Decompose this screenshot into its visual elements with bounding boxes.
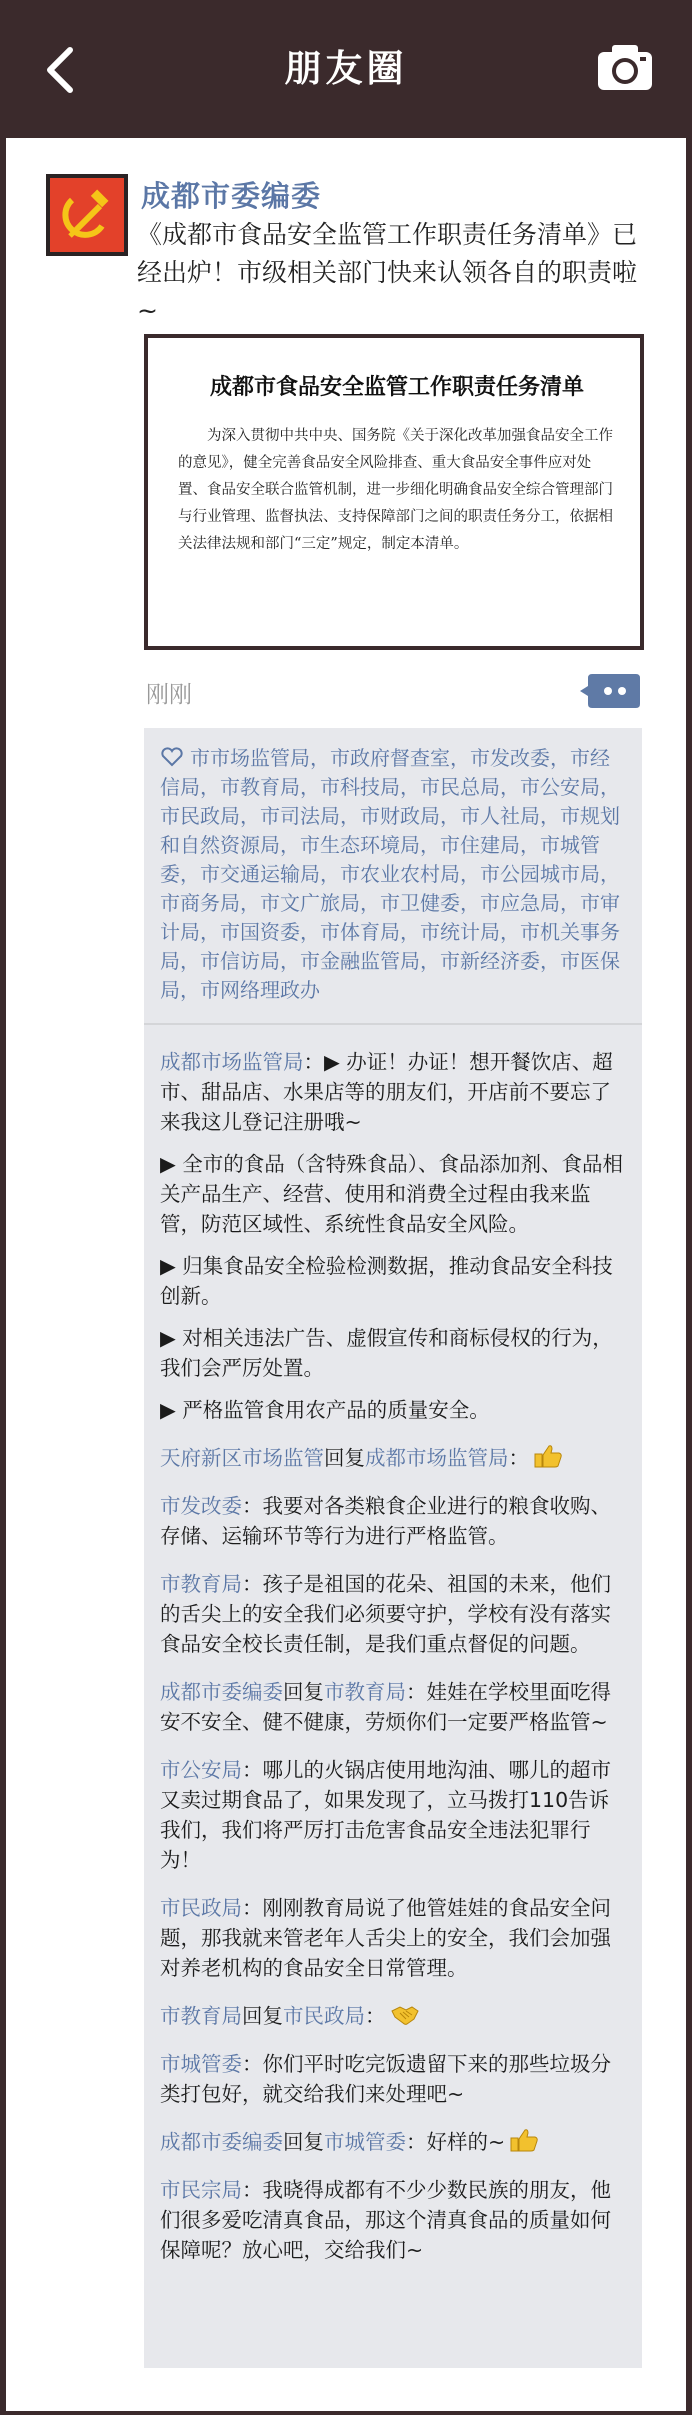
comment[interactable]: 成都市委编委回复市教育局：娃娃在学校里面吃得安不安全、健不健康，劳烦你们一定要严格监管~ (160, 1680, 611, 1734)
comment[interactable]: 市发改委：我要对各类粮食企业进行的粮食收购、存储、运输环节等行为进行严格监管。 (160, 1494, 611, 1548)
likes-names[interactable]: 市市场监管局，市政府督查室，市发改委，市经信局，市教育局，市科技局，市民总局，市公安局，市民政局，市司法局，市财政局，市人社局，市规划和自然资源局，市生态环境局，市住建局，市城管委，市交通运输局，市农业农村局，市公园城市局，市商务局，市文广旅局，市卫健委，市应急局，市审计局，市国资委，市体育局，市统计局，市机关事务局，市信访局，市金融监管局，市新经济委，市医保局，市网络理政办 (160, 746, 620, 1002)
comment[interactable]: 市教育局回复市民政局： (160, 2001, 626, 2031)
post-time: 刚刚 (146, 682, 192, 708)
comment-author[interactable]: 市教育局 (160, 2004, 242, 2028)
hammer-sickle-icon (50, 178, 124, 252)
comments-list (144, 1025, 642, 2265)
comment-text: 好样的~ (426, 2130, 506, 2154)
comment-author[interactable]: 市公安局 (160, 1758, 242, 1782)
thumbs-up-icon (509, 2127, 539, 2153)
doc-title: 成都市食品安全监管工作职责任务清单 (209, 374, 584, 400)
comment[interactable]: 成都市场监管局：▶ 办证！办证！想开餐饮店、超市、甜品店、水果店等的朋友们，开店前不要忘了来我这儿登记注册哦~ ▶ 全市的食品（含特殊食品）、食品添加剂、食品相关产品生产、经营、使用和消费全过程由我来监管，防范区域性、系统性食品安全风险。 ▶ 归集食品安全检验检测数据，推动食品安全科技创新。 ▶ 对相关违法广告、虚假宣传和商标侵权的行为，我们会严厉处置。 ▶ 严格监管食用农产品的质量安全。 (160, 1047, 626, 1425)
moment-card (6, 138, 686, 2411)
post-author[interactable]: 成都市委编委 (141, 179, 322, 213)
top-bar (0, 0, 692, 138)
comment[interactable]: 市民政局：刚刚教育局说了他管娃娃的食品安全问题，那我就来管老年人舌尖上的安全，我们会加强对养老机构的食品安全日常管理。 (160, 1896, 611, 1980)
comment-text: 我晓得成都有不少少数民族的朋友，他们很多爱吃清真食品，那这个清真食品的质量如何保障呢？放心吧，交给我们~ (160, 2178, 611, 2262)
comment-author[interactable]: 成都市场监管局 (160, 1050, 304, 1074)
camera-icon[interactable] (596, 42, 654, 92)
comment-text: 你们平时吃完饭遗留下来的那些垃圾分类打包好，就交给我们来处理吧~ (160, 2052, 611, 2106)
comment[interactable]: 市民宗局：我晓得成都有不少少数民族的朋友，他们很多爱吃清真食品，那这个清真食品的质量如何保障呢？放心吧，交给我们~ (160, 2178, 611, 2262)
comment-text: 我要对各类粮食企业进行的粮食收购、存储、运输环节等行为进行严格监管。 (160, 1494, 611, 1548)
thumbs-up-icon (533, 1443, 563, 1469)
reply-target[interactable]: 市城管委 (324, 2130, 406, 2154)
comment-text: ▶ 全市的食品（含特殊食品）、食品添加剂、食品相关产品生产、经营、使用和消费全过程由我来监管，防范区域性、系统性食品安全风险。 (160, 1152, 624, 1236)
comment[interactable]: 成都市委编委回复市城管委：好样的~ (160, 2127, 626, 2157)
comment[interactable]: 市教育局：孩子是祖国的花朵、祖国的未来，他们的舌尖上的安全我们必须要守护，学校有没有落实食品安全校长责任制，是我们重点督促的问题。 (160, 1572, 611, 1656)
post-text: 《成都市食品安全监管工作职责任务清单》已经出炉！市级相关部门快来认领各自的职责啦~ (137, 220, 638, 325)
reply-target[interactable]: 市教育局 (324, 1680, 406, 1704)
page-title: 朋友圈 (284, 47, 408, 90)
comment-text: 娃娃在学校里面吃得安不安全、健不健康，劳烦你们一定要严格监管~ (160, 1680, 611, 1734)
doc-body: 为深入贯彻中共中央、国务院《关于深化改革加强食品安全工作的意见》，健全完善食品安全风险排查、重大食品安全事件应对处置、食品安全联合监管机制，进一步细化明确食品安全综合管理部门与行业管理、监督执法、支持保障部门之间的职责任务分工，依据相关法律法规和部门“三定”规定，制定本清单。 (178, 428, 613, 552)
avatar[interactable] (46, 174, 128, 256)
comment-author[interactable]: 成都市委编委 (160, 2130, 283, 2154)
reply-target[interactable]: 成都市场监管局 (365, 1446, 509, 1470)
social-panel (144, 728, 642, 2368)
comment-text: 哪儿的火锅店使用地沟油、哪儿的超市又卖过期食品了，如果发现了，立马拨打110告诉我们，我们将严厉打击危害食品安全违法犯罪行为！ (160, 1758, 611, 1872)
comment-author[interactable]: 市教育局 (160, 1572, 242, 1596)
comment-icon[interactable] (578, 670, 642, 712)
comment[interactable]: 市公安局：哪儿的火锅店使用地沟油、哪儿的超市又卖过期食品了，如果发现了，立马拨打110告诉我们，我们将严厉打击危害食品安全违法犯罪行为！ (160, 1758, 611, 1872)
comment-author[interactable]: 市发改委 (160, 1494, 242, 1518)
comment[interactable]: 市城管委：你们平时吃完饭遗留下来的那些垃圾分类打包好，就交给我们来处理吧~ (160, 2052, 611, 2106)
comment-author[interactable]: 市民宗局 (160, 2178, 242, 2202)
heart-icon (160, 747, 184, 767)
comment-author[interactable]: 市民政局 (160, 1896, 242, 1920)
comment-text: ▶ 归集食品安全检验检测数据，推动食品安全科技创新。 (160, 1254, 613, 1308)
comment-text: ▶ 办证！办证！想开餐饮店、超市、甜品店、水果店等的朋友们，开店前不要忘了来我这儿登记注册哦~ (160, 1050, 613, 1134)
comment-author[interactable]: 成都市委编委 (160, 1680, 283, 1704)
reply-target[interactable]: 市民政局 (283, 2004, 365, 2028)
handshake-icon (390, 2001, 420, 2027)
comment[interactable]: 天府新区市场监管回复成都市场监管局： (160, 1443, 626, 1473)
comment-text: 刚刚教育局说了他管娃娃的食品安全问题，那我就来管老年人舌尖上的安全，我们会加强对养老机构的食品安全日常管理。 (160, 1896, 611, 1980)
comment-text: ▶ 对相关违法广告、虚假宣传和商标侵权的行为，我们会严厉处置。 (160, 1326, 613, 1380)
comment-text: 孩子是祖国的花朵、祖国的未来，他们的舌尖上的安全我们必须要守护，学校有没有落实食品安全校长责任制，是我们重点督促的问题。 (160, 1572, 611, 1656)
likes-list (144, 728, 642, 1025)
comment-text: ▶ 严格监管食用农产品的质量安全。 (160, 1398, 490, 1422)
comment-author[interactable]: 天府新区市场监管 (160, 1446, 324, 1470)
comment-author[interactable]: 市城管委 (160, 2052, 242, 2076)
post-image[interactable] (144, 334, 644, 650)
